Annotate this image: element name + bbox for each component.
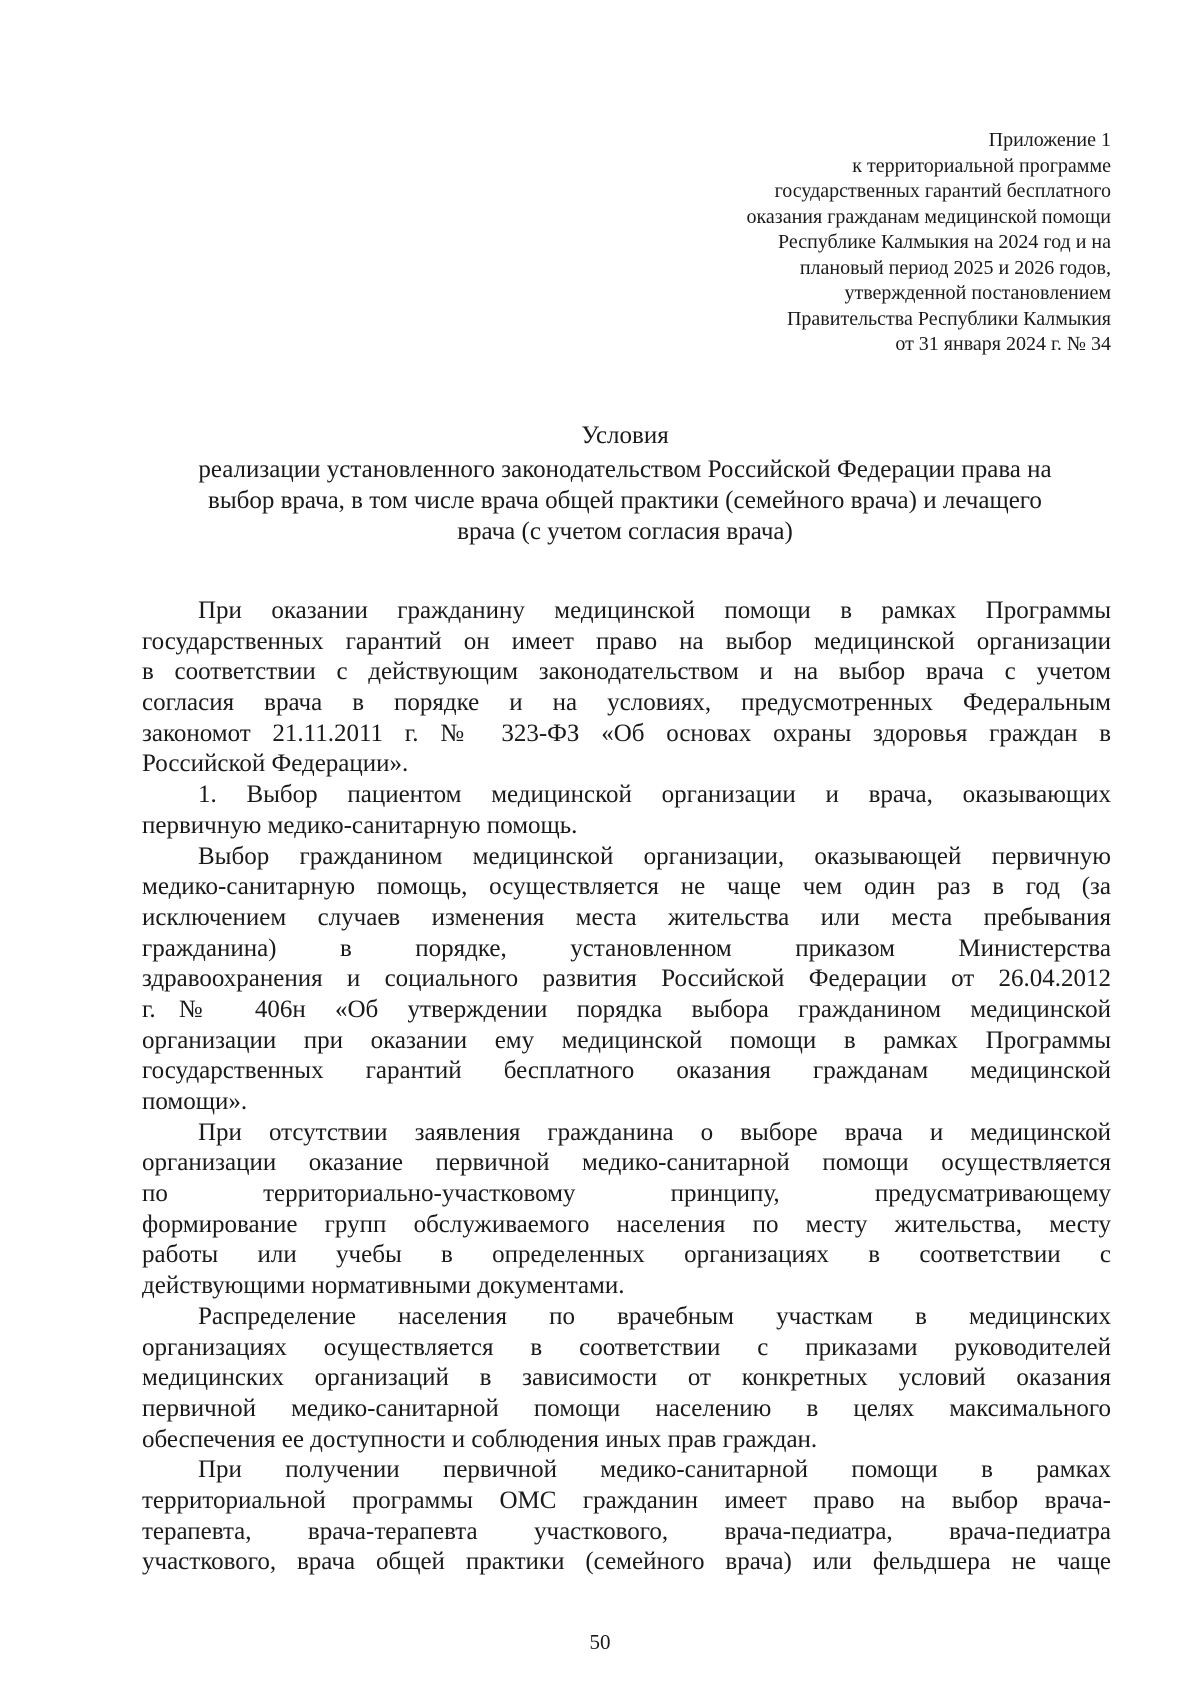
body-line: по территориально-участковому принципу, предусматривающему — [142, 1180, 1111, 1208]
page-number: 50 — [589, 1630, 611, 1654]
heading-subtitle-line: реализации установленного законодательством Российской Федерации права на — [198, 456, 1052, 483]
appendix-line: утвержденной постановлением — [844, 282, 1111, 304]
heading-subtitle-line: врача (с учетом согласия врача) — [457, 518, 793, 545]
body-line: здравоохранения и социального развития Российской Федерации от 26.04.2012 — [142, 965, 1111, 993]
body-line: Выбор гражданином медицинской организации, оказывающей первичную — [198, 842, 1111, 870]
heading-title: Условия — [581, 422, 669, 449]
body-line: организациях осуществляется в соответствии с приказами руководителей — [142, 1333, 1111, 1361]
appendix-line: Приложение 1 — [988, 129, 1111, 151]
body-line: медико-санитарную помощь, осуществляется не чаще чем один раз в год (за — [142, 873, 1111, 901]
body-line: первичной медико-санитарной помощи населению в целях максимального — [142, 1394, 1111, 1422]
appendix-line: государственных гарантий бесплатного — [774, 180, 1111, 202]
appendix-block — [600, 128, 1111, 358]
body-line: организации при оказании ему медицинской помощи в рамках Программы — [142, 1026, 1111, 1054]
body-line: государственных гарантий бесплатного оказания гражданам медицинской — [142, 1057, 1111, 1085]
appendix-line: плановый период 2025 и 2026 годов, — [799, 256, 1111, 279]
body-line: действующими нормативными документами. — [142, 1272, 625, 1300]
body-line: работы или учебы в определенных организациях в соответствии с — [142, 1241, 1111, 1269]
body-line: При отсутствии заявления гражданина о выборе врача и медицинской — [198, 1118, 1111, 1146]
body-line: территориальной программы ОМС гражданин имеет право на выбор врача- — [142, 1486, 1111, 1514]
body-line: в соответствии с действующим законодательством и на выбор врача с учетом — [142, 658, 1111, 686]
heading-subtitle-line: выбор врача, в том числе врача общей практики (семейного врача) и лечащего — [208, 487, 1042, 514]
body-line: 1. Выбор пациентом медицинской организации и врача, оказывающих — [198, 781, 1111, 809]
body-line: Российской Федерации». — [142, 750, 409, 778]
body-line: обеспечения ее доступности и соблюдения иных прав граждан. — [142, 1425, 818, 1453]
body-line: терапевта, врача-терапевта участкового, врача-педиатра, врача-педиатра — [142, 1517, 1111, 1545]
body-line: гражданина) в порядке, установленном приказом Министерства — [142, 934, 1111, 962]
appendix-line: от 31 января 2024 г. № 34 — [895, 333, 1111, 355]
appendix-line: Правительства Республики Калмыкия — [786, 307, 1111, 330]
body-line: формирование групп обслуживаемого населения по месту жительства, месту — [142, 1210, 1111, 1238]
body-line: медицинских организаций в зависимости от конкретных условий оказания — [142, 1364, 1111, 1392]
body-line: государственных гарантий он имеет право на выбор медицинской организации — [142, 627, 1111, 655]
body-line: участкового, врача общей практики (семейного врача) или фельдшера не чаще — [142, 1548, 1111, 1576]
body-line: Распределение населения по врачебным участкам в медицинских — [198, 1302, 1111, 1330]
body-line: первичную медико-санитарную помощь. — [142, 811, 578, 839]
body-line: исключением случаев изменения места жительства или места пребывания — [142, 903, 1111, 931]
appendix-line: к территориальной программе — [852, 154, 1111, 177]
appendix-line: оказания гражданам медицинской помощи — [746, 205, 1111, 228]
body-line: помощи». — [142, 1088, 248, 1115]
document-body — [142, 596, 1111, 1578]
body-line: При оказании гражданину медицинской помощи в рамках Программы — [198, 597, 1111, 624]
document-heading — [140, 420, 1110, 547]
body-line: г.№ 406н «Об утверждении порядка выбора гражданином медицинской — [142, 995, 1111, 1023]
body-line: При получении первичной медико-санитарной помощи в рамках — [198, 1456, 1111, 1484]
body-line: организации оказание первичной медико-санитарной помощи осуществляется — [142, 1149, 1111, 1177]
body-line: согласия врача в порядке и на условиях, предусмотренных Федеральным — [142, 689, 1111, 717]
appendix-line: Республике Калмыкия на 2024 год и на — [778, 231, 1111, 253]
body-line: закономот 21.11.2011 г. № 323-ФЗ «Об основах охраны здоровья граждан в — [142, 719, 1111, 747]
